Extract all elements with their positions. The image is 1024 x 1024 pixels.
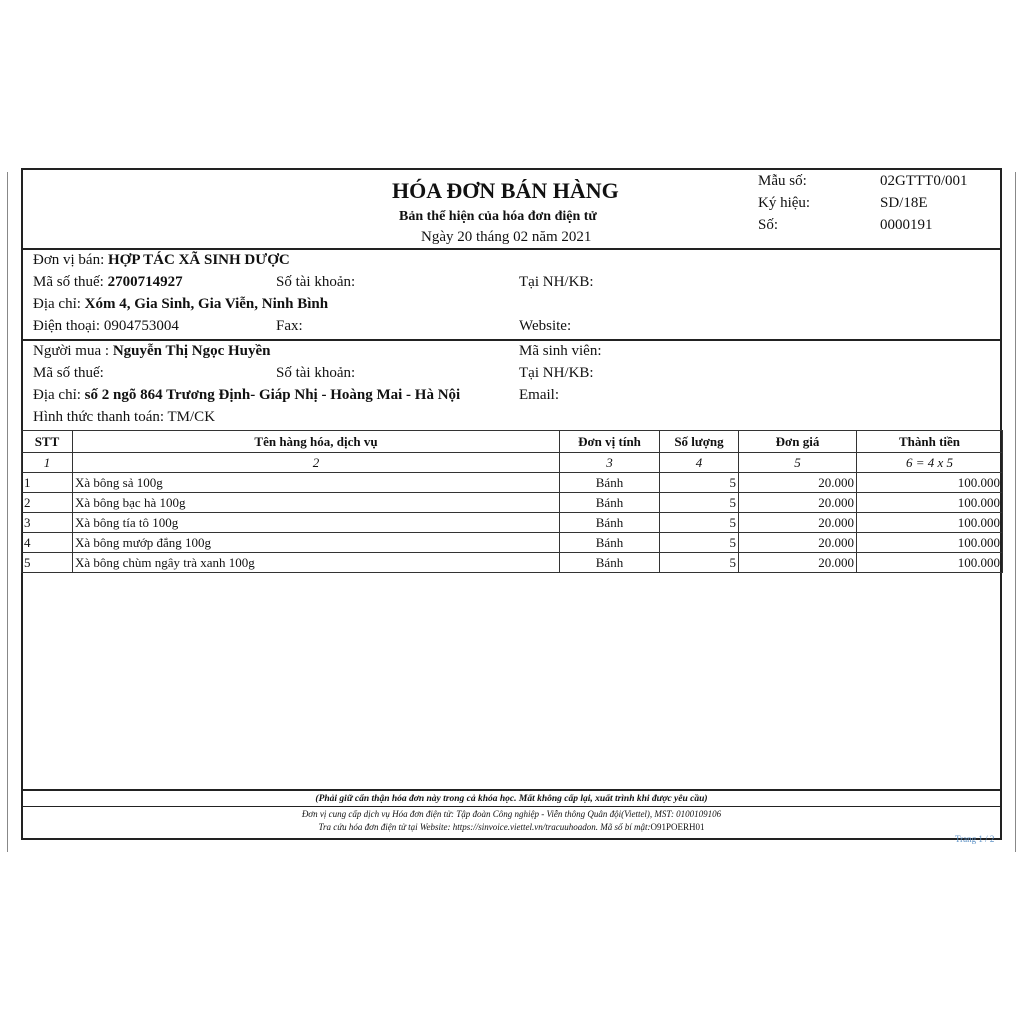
cell-quantity: 5 bbox=[660, 473, 739, 493]
cell-amount: 100.000 bbox=[857, 533, 1003, 553]
cell-quantity: 5 bbox=[660, 513, 739, 533]
cell-quantity: 5 bbox=[660, 493, 739, 513]
seller-bank-label: Tại NH/KB: bbox=[519, 274, 594, 290]
cell-product-name: Xà bông sả 100g bbox=[73, 473, 560, 493]
seller-website-label: Website: bbox=[519, 318, 572, 334]
seller-tax-value: 2700714927 bbox=[107, 274, 183, 290]
seller-divider bbox=[21, 339, 1002, 341]
buyer-address bbox=[33, 387, 460, 404]
buyer-account-label: Số tài khoản: bbox=[276, 365, 356, 381]
seller-phone-value: 0904753004 bbox=[103, 318, 179, 334]
form-number-label: Mẫu số: bbox=[758, 173, 807, 189]
cell-amount: 100.000 bbox=[857, 553, 1003, 573]
buyer-bank-label: Tại NH/KB: bbox=[519, 365, 594, 381]
cell-product-name: Xà bông tía tô 100g bbox=[73, 513, 560, 533]
seller-phone bbox=[33, 318, 179, 335]
table-row bbox=[22, 513, 1003, 533]
table-row bbox=[22, 473, 1003, 493]
index-cell: 4 bbox=[660, 453, 739, 473]
table-row bbox=[22, 533, 1003, 553]
seller-address bbox=[33, 296, 328, 313]
buyer-email-label: Email: bbox=[519, 387, 559, 403]
seller-unit-label: Đơn vị bán: bbox=[33, 252, 105, 268]
buyer-address-value: số 2 ngõ 864 Trương Định- Giáp Nhị - Hoàng Mai - Hà Nội bbox=[84, 387, 461, 403]
invoice-number-label: Số: bbox=[758, 217, 779, 233]
header-quantity: Số lượng bbox=[660, 431, 739, 453]
buyer-payment-label: Hình thức thanh toán: bbox=[33, 409, 165, 425]
cell-unit-price: 20.000 bbox=[739, 513, 857, 533]
header-product-name: Tên hàng hóa, dịch vụ bbox=[73, 431, 560, 453]
invoice-number-value: 0000191 bbox=[880, 217, 933, 233]
cell-stt: 5 bbox=[22, 553, 73, 573]
seller-tax-label: Mã số thuế: bbox=[33, 274, 104, 290]
page-edge-right bbox=[1015, 172, 1016, 852]
page-number: Trang 1 / 2 bbox=[955, 834, 995, 844]
seller-address-label: Địa chỉ: bbox=[33, 296, 81, 312]
header-unit-price: Đơn giá bbox=[739, 431, 857, 453]
table-row bbox=[22, 553, 1003, 573]
cell-quantity: 5 bbox=[660, 533, 739, 553]
invoice-subtitle: Bản thể hiện của hóa đơn điện tử bbox=[399, 209, 597, 224]
seller-unit bbox=[33, 252, 290, 269]
seller-tax bbox=[33, 274, 183, 291]
symbol-label: Ký hiệu: bbox=[758, 195, 811, 211]
seller-fax-label: Fax: bbox=[276, 318, 303, 334]
cell-product-name: Xà bông mướp đắng 100g bbox=[73, 533, 560, 553]
table-row bbox=[22, 493, 1003, 513]
footer-divider bbox=[21, 806, 1002, 807]
cell-unit: Bánh bbox=[560, 473, 660, 493]
cell-unit-price: 20.000 bbox=[739, 493, 857, 513]
cell-amount: 100.000 bbox=[857, 473, 1003, 493]
header-stt: STT bbox=[22, 431, 73, 453]
cell-quantity: 5 bbox=[660, 553, 739, 573]
header-divider bbox=[21, 248, 1002, 250]
cell-stt: 3 bbox=[22, 513, 73, 533]
index-cell: 5 bbox=[739, 453, 857, 473]
invoice-date: Ngày 20 tháng 02 năm 2021 bbox=[421, 229, 592, 245]
footer-lookup-text: Tra cứu hóa đơn điện tử tại Website: https://sinvoice.viettel.vn/tracuuhoadon. Mã số bí mật: bbox=[318, 822, 651, 832]
items-table bbox=[21, 430, 1003, 573]
buyer-name-value: Nguyễn Thị Ngọc Huyền bbox=[112, 343, 271, 359]
cell-unit-price: 20.000 bbox=[739, 553, 857, 573]
buyer-student-label: Mã sinh viên: bbox=[519, 343, 602, 359]
column-index-row bbox=[22, 453, 1003, 473]
symbol-value: SD/18E bbox=[880, 195, 928, 211]
buyer-address-label: Địa chỉ: bbox=[33, 387, 81, 403]
seller-address-value: Xóm 4, Gia Sinh, Gia Viễn, Ninh Bình bbox=[84, 296, 329, 312]
footer-note: (Phải giữ cẩn thận hóa đơn này trong cả khóa học. Mất không cấp lại, xuất trình khi được yêu cầu) bbox=[315, 794, 708, 804]
cell-unit: Bánh bbox=[560, 513, 660, 533]
index-cell: 2 bbox=[73, 453, 560, 473]
cell-product-name: Xà bông chùm ngây trà xanh 100g bbox=[73, 553, 560, 573]
footer-secret-code: O91POERH01 bbox=[650, 822, 705, 832]
index-cell: 1 bbox=[22, 453, 73, 473]
cell-stt: 1 bbox=[22, 473, 73, 493]
seller-unit-value: HỢP TÁC XÃ SINH DƯỢC bbox=[108, 252, 290, 268]
cell-amount: 100.000 bbox=[857, 513, 1003, 533]
buyer-tax-label: Mã số thuế: bbox=[33, 365, 104, 381]
header-unit: Đơn vị tính bbox=[560, 431, 660, 453]
cell-amount: 100.000 bbox=[857, 493, 1003, 513]
items-bottom-divider bbox=[21, 789, 1002, 791]
footer-lookup bbox=[21, 822, 1002, 832]
cell-unit: Bánh bbox=[560, 553, 660, 573]
index-cell: 3 bbox=[560, 453, 660, 473]
cell-unit-price: 20.000 bbox=[739, 533, 857, 553]
header-amount: Thành tiền bbox=[857, 431, 1003, 453]
footer-provider: Đơn vị cung cấp dịch vụ Hóa đơn điện tử: Tập đoàn Công nghiệp - Viễn thông Quân đội(Viettel), MST: 0100109106 bbox=[301, 809, 722, 819]
cell-unit: Bánh bbox=[560, 533, 660, 553]
cell-unit-price: 20.000 bbox=[739, 473, 857, 493]
buyer-payment-value: TM/CK bbox=[167, 409, 216, 425]
table-header-row bbox=[22, 431, 1003, 453]
cell-stt: 2 bbox=[22, 493, 73, 513]
seller-phone-label: Điện thoại: bbox=[33, 318, 101, 334]
invoice-title: HÓA ĐƠN BÁN HÀNG bbox=[392, 178, 619, 203]
cell-unit: Bánh bbox=[560, 493, 660, 513]
form-number-value: 02GTTT0/001 bbox=[880, 173, 968, 189]
index-cell: 6 = 4 x 5 bbox=[857, 453, 1003, 473]
page-edge-left bbox=[7, 172, 8, 852]
cell-product-name: Xà bông bạc hà 100g bbox=[73, 493, 560, 513]
cell-stt: 4 bbox=[22, 533, 73, 553]
buyer-name bbox=[33, 343, 270, 360]
seller-account-label: Số tài khoản: bbox=[276, 274, 356, 290]
buyer-payment bbox=[33, 409, 215, 426]
buyer-name-label: Người mua : bbox=[33, 343, 110, 359]
